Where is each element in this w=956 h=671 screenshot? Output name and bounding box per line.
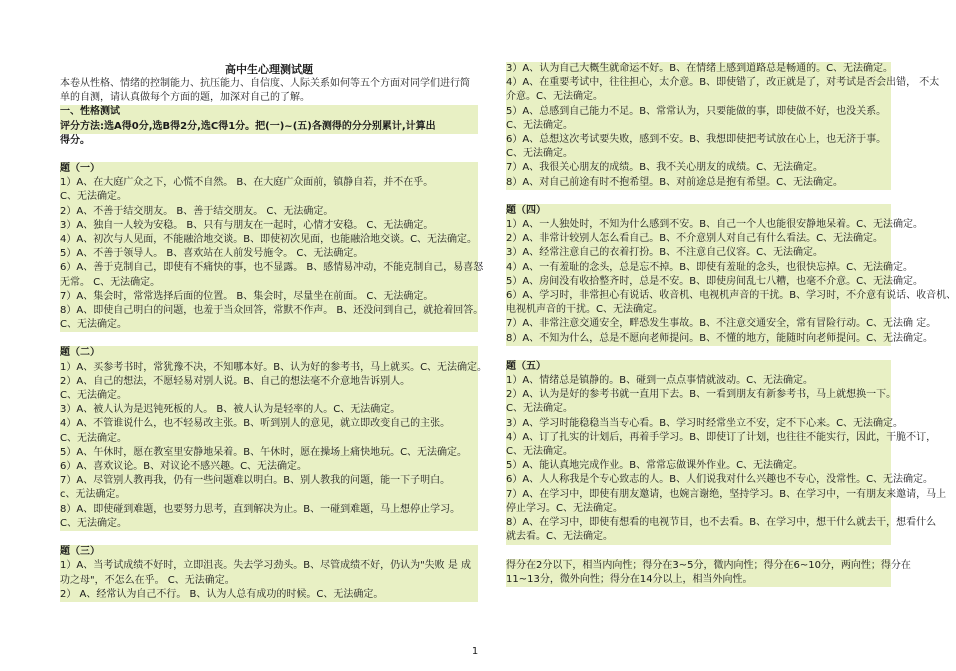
question-line: 7）A、集会时，常常选择后面的位置。 B、集会时，尽量坐在前面。 C、无法确定。 [60,290,478,304]
question-line: 6）A、学习时，非常担心有说话、收音机、电视机声音的干扰。B、学习时，不介意有说话、收音机、 [506,289,891,303]
question-line: 2） A、经常认为自己不行。 B、认为人总有成功的时候。C、无法确定。 [60,588,478,602]
question-line: 7）A、尽管别人教再我，仍有一些问题难以明白。B、别人教我的问题，能一下子明白。 [60,474,478,488]
question-line: 电视机声音的干扰。C、无法确定。 [506,303,891,317]
question-line: 停止学习。C、无法确定。 [506,502,891,516]
question-line: C、无法确定。 [506,445,891,459]
question-line: C、无法确定。 [60,432,478,446]
question-line: 2）A、自己的想法，不愿轻易对别人说。B、自己的想法毫不介意地告诉别人。 [60,375,478,389]
question-line: 6）A、总想这次考试要失败，感到不安。B、我想即使把考试放在心上，也无济于事。 [506,133,891,147]
section-heading: 一、性格测试 [60,105,478,119]
question-line: 1）A、买参考书时，常犹豫不决，不知哪本好。B、认为好的参考书，马上就买。C、无法确定。 [60,361,478,375]
question-line: 8）A、即使碰到难题，也要努力思考，直到解决为止。B、一碰到难题，马上想停止学习。 [60,503,478,517]
question-line: 3）A、被人认为是迟钝死板的人。 B、被人认为是轻率的人。C、无法确定。 [60,403,478,417]
group-5-heading: 题（五） [506,360,891,374]
right-column [506,62,956,587]
question-line: C、无法确定。 [60,517,478,531]
question-line: 7）A、在学习中，即使有朋友邀请，也婉言谢绝，坚持学习。B、在学习中，一有朋友来邀请，马上 [506,488,891,502]
question-line: 2）A、认为是好的参考书就一直用下去。B、一看到朋友有新参考书，马上就想换一下。 [506,388,891,402]
question-line: 6）A、喜欢议论。B、对议论不感兴趣。C、无法确定。 [60,460,478,474]
question-line: 8）A、即使自己明白的问题，也羞于当众回答，常默不作声。 B、还没问到自己，就抢着回答。 [60,304,478,318]
question-line: 7）A、我很关心朋友的成绩。B、我不关心朋友的成绩。C、无法确定。 [506,161,891,175]
left-column [60,62,488,602]
question-line: 8）A、在学习中，即使有想看的电视节目，也不去看。B、在学习中，想干什么就去干，想看什么 [506,516,891,530]
question-line: 4）A、订了扎实的计划后，再着手学习。B、即使订了计划，也往往不能实行，因此，干脆不订， [506,431,891,445]
intro-line-2: 单的自测，请认真做每个方面的题，加深对自己的了解。 [60,92,310,104]
group-3-heading: 题（三） [60,545,478,559]
question-line: 4）A、初次与人见面，不能融洽地交谈。B、即使初次见面，也能融洽地交谈。C、无法确定。 [60,233,478,247]
result-line-2: 11~13分，微外向性；得分在14分以上，相当外向性。 [506,573,891,587]
question-line: 就去看。C、无法确定。 [506,530,891,544]
question-line: 8）A、不知为什么，总是不愿向老师提问。B、不懂的地方，能随时向老师提问。C、无法确定。 [506,332,891,346]
question-line: 5）A、不善于领导人。 B、喜欢站在人前发号施令。 C、无法确定。 [60,247,478,261]
question-line: 介意。C、无法确定。 [506,90,891,104]
question-line: 1）A、一人独处时，不知为什么感到不安。B、自己一个人也能很安静地呆着。C、无法确定。 [506,218,891,232]
question-line: 4）A、一有羞耻的念头，总是忘不掉。B、即使有羞耻的念头，也很快忘掉。C、无法确定。 [506,261,891,275]
scoring-line-2: 得分。 [60,134,90,146]
question-line: C、无法确定。 [60,190,478,204]
question-line: 5）A、午休时，愿在教室里安静地呆着。B、午休时，愿在操场上痛快地玩。C、无法确定。 [60,446,478,460]
question-line: 3）A、经常注意自己的衣着打扮。B、不注意自己仪容。C、无法确定。 [506,246,891,260]
question-line: 4）A、不管谁说什么，也不轻易改主张。B、听到别人的意见，就立即改变自己的主张。 [60,417,478,431]
question-line: C、无法确定。 [506,147,891,161]
question-line: 无常。 C、无法确定。 [60,276,478,290]
intro-line-1: 本卷从性格、情绪的控制能力、抗压能力、自信度、人际关系如何等五个方面对同学们进行简 [60,78,470,89]
question-line: 5）A、总感到自己能力不足。B、常常认为，只要能做的事，即使做不好，也没关系。 [506,105,891,119]
question-line: 4）A、在重要考试中，往往担心，太介意。B、即使错了，改正就是了，对考试是否会出错， 不太 [506,76,891,90]
question-line: 1）A、在大庭广众之下，心慌不自然。 B、在大庭广众面前，镇静自若，并不在乎。 [60,176,478,190]
question-line: 8）A、对自己前途有时不抱希望。B、对前途总是抱有希望。C、无法确定。 [506,176,891,190]
question-line: 5）A、房间没有收拾整齐时，总是不安。B、即使房间乱七八糟，也毫不介意。C、无法确定。 [506,275,891,289]
result-line-1: 得分在2分以下，相当内向性；得分在3~5分，微内向性；得分在6~10分，两向性；得分在 [506,559,891,573]
question-line: 3）A、认为自己大概生就命运不好。B、在情绪上感到道路总是畅通的。C、无法确定。 [506,62,891,76]
question-line: 7）A、非常注意交通安全，畔恐发生事故。B、不注意交通安全，常有冒险行动。C、无法确 定。 [506,317,891,331]
page-title: 高中生心理测试题 [225,63,313,76]
question-line: 6）A、善于克制自己，即使有不痛快的事，也不显露。 B、感情易冲动，不能克制自己，易喜怒 [60,261,478,275]
scoring-line-1: 评分方法:选A得0分,选B得2分,选C得1分。把(一)~(五)各测得的分分别累计,计算出 [60,120,478,134]
question-line: C、无法确定。 [60,318,478,332]
question-line: 1）A、情绪总是镇静的。B、碰到一点点事情就波动。C、无法确定。 [506,374,891,388]
question-line: C、无法确定。 [60,389,478,403]
question-line: c、无法确定。 [60,488,478,502]
question-line: 5）A、能认真地完成作业。B、常常忘做课外作业。C、无法确定。 [506,459,891,473]
question-line: 3）A、学习时能稳稳当当专心看。B、学习时经常坐立不安，定不下心来。C、无法确定。 [506,417,891,431]
question-line: 2）A、不善于结交朋友。 B、善于结交朋友。 C、无法确定。 [60,205,478,219]
question-line: C、无法确定。 [506,119,891,133]
question-line: 3）A、独自一人较为安稳。 B、只有与朋友在一起时，心情才安稳。 C、无法确定。 [60,219,478,233]
question-line: 6）A、人人称我是个专心致志的人。B、人们说我对什么兴趣也不专心，没常性。C、无法确定。 [506,473,891,487]
group-1-heading: 题（一） [60,162,478,176]
question-line: 2）A、非常计较别人怎么看自己。B、不介意别人对自己有什么看法。C、无法确定。 [506,232,891,246]
group-2-heading: 题（二） [60,346,478,360]
page-number: 1 [471,646,479,657]
question-line: 1）A、当考试成绩不好时，立即沮丧。失去学习劲头。B、尽管成绩不好，仍认为"失败 是 成 [60,559,478,573]
question-line: C、无法确定。 [506,402,891,416]
group-4-heading: 题（四） [506,204,891,218]
question-line: 功之母"，不怎么在乎。 C、无法确定。 [60,574,478,588]
